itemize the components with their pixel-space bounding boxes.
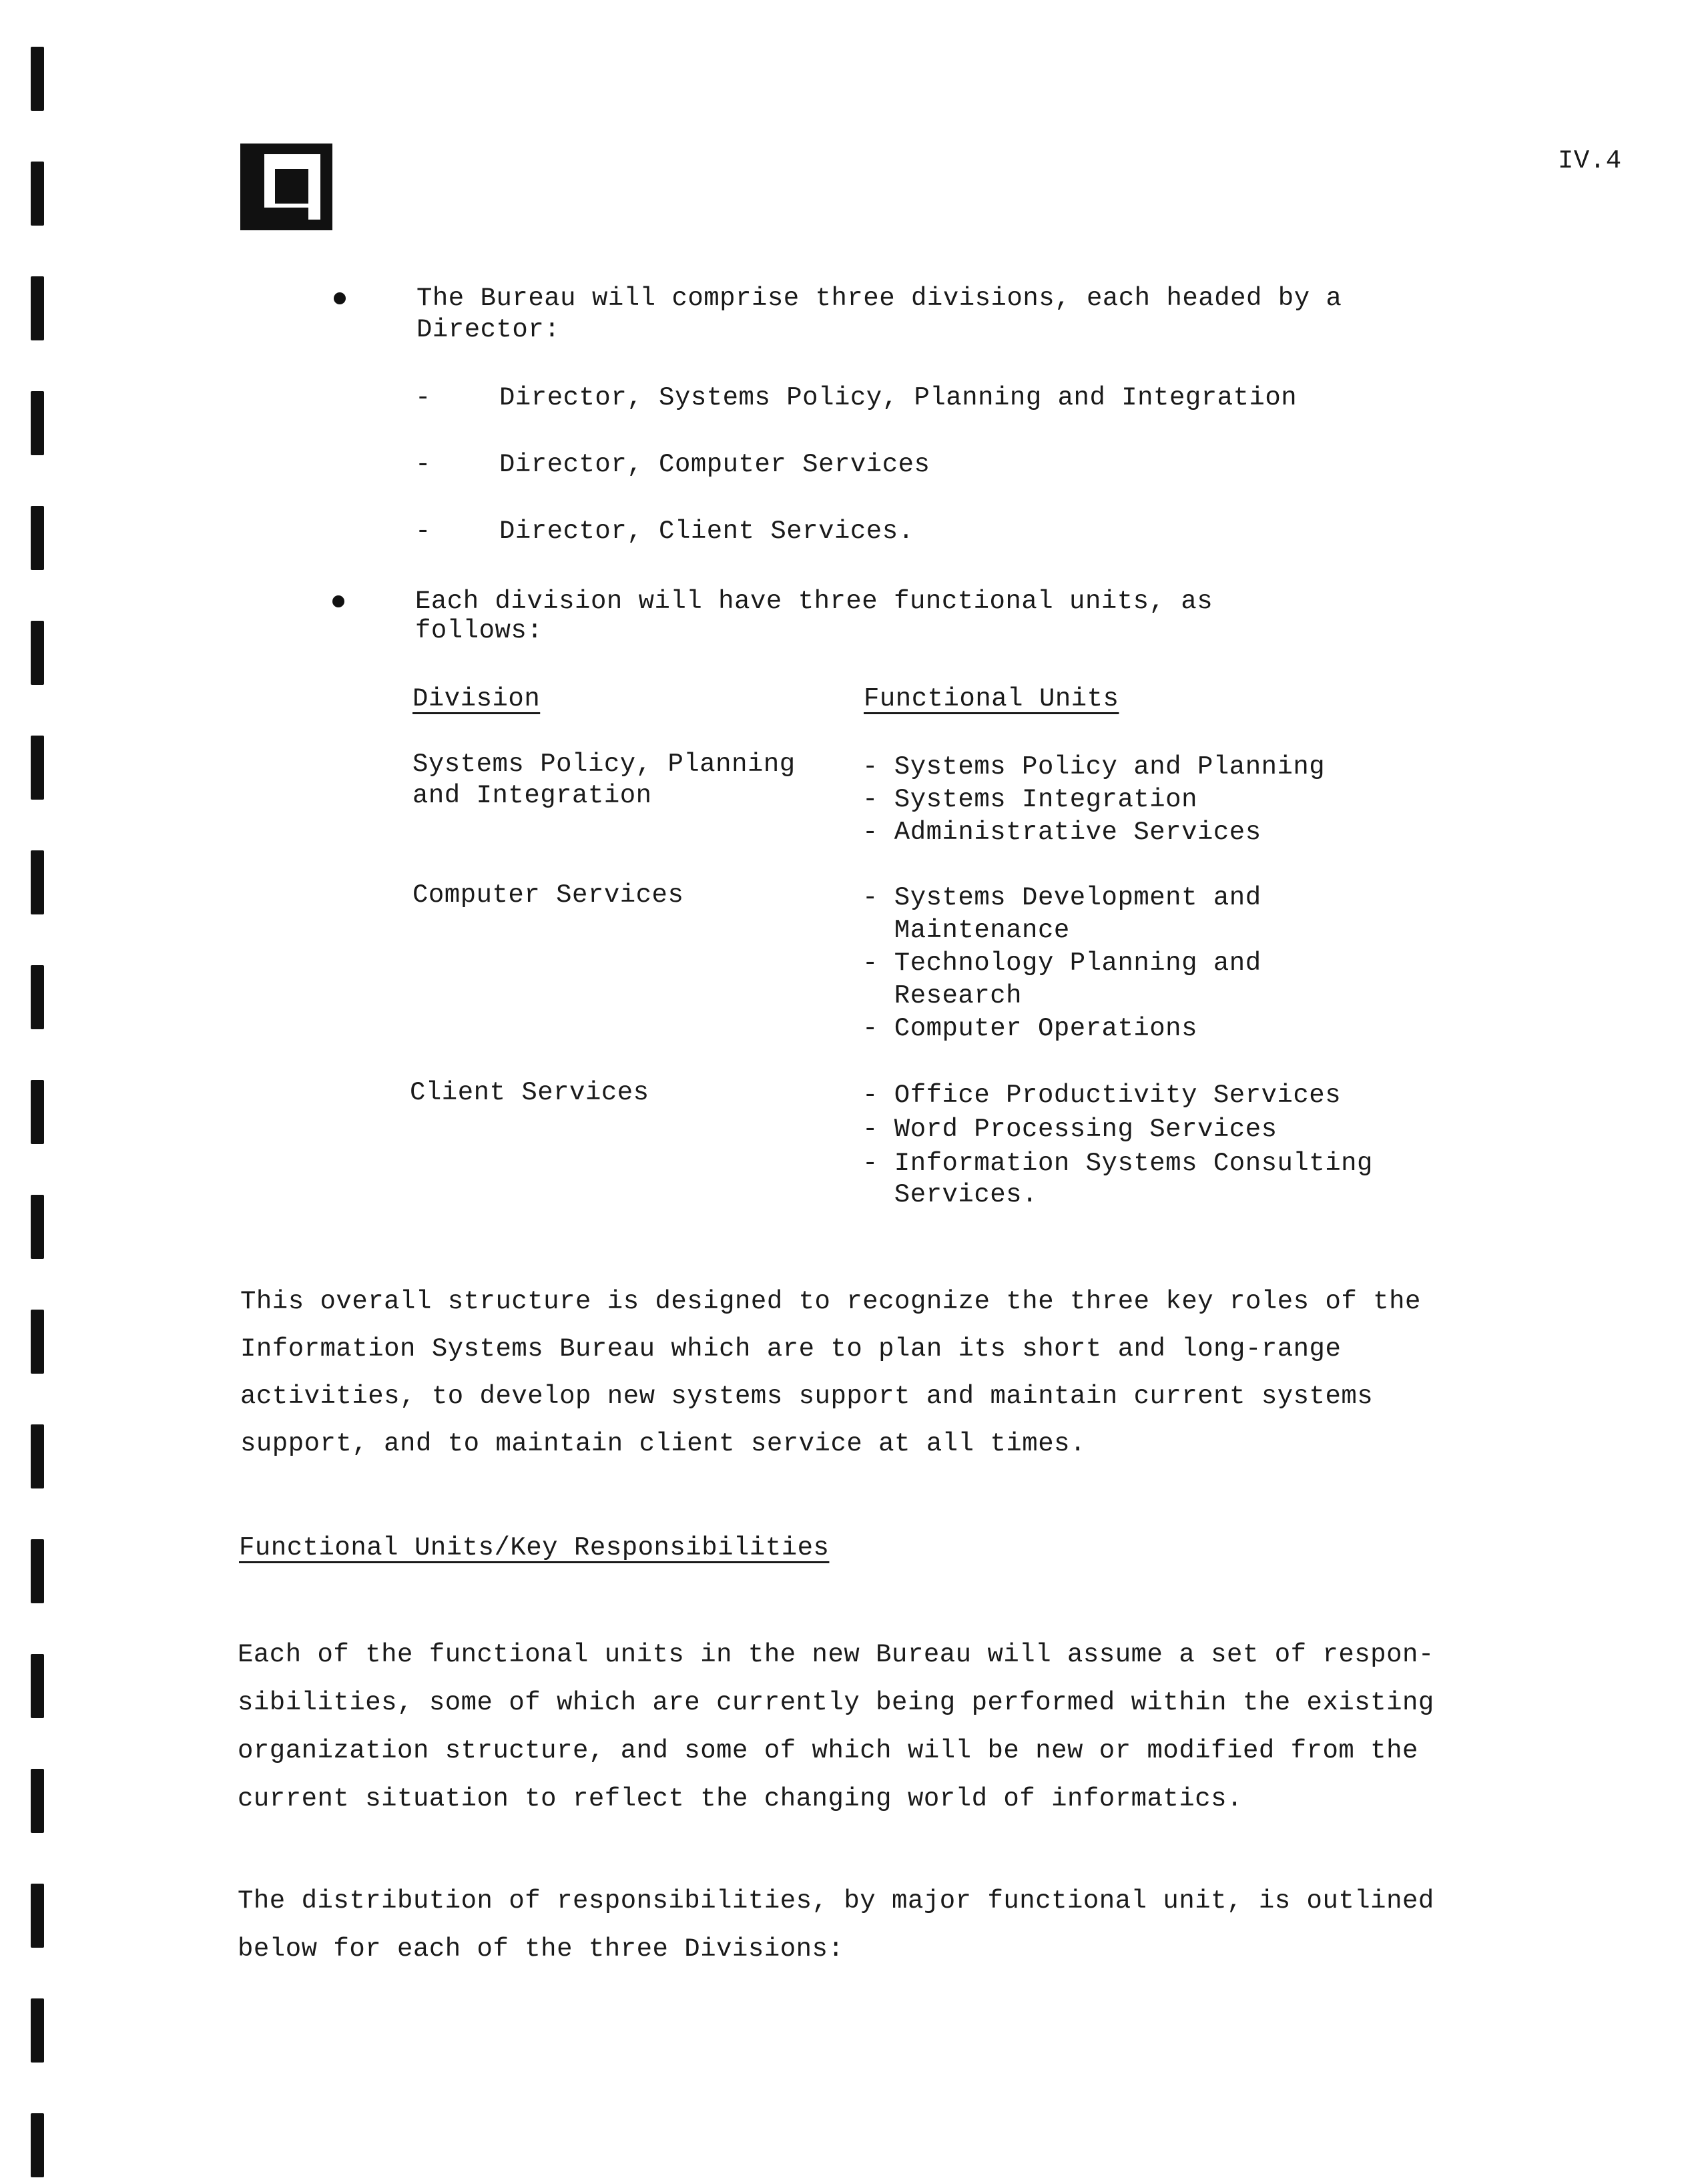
bullet-icon bbox=[334, 292, 346, 304]
binding-mark bbox=[31, 1310, 44, 1374]
binding-mark bbox=[31, 1080, 44, 1144]
bullet-text-line: follows: bbox=[415, 616, 543, 645]
binding-mark bbox=[31, 965, 44, 1029]
binding-mark bbox=[31, 1195, 44, 1259]
director-item: Director, Computer Services bbox=[499, 450, 930, 479]
paragraph-line: current situation to reflect the changing world of informatics. bbox=[238, 1784, 1243, 1814]
paragraph-line: Each of the functional units in the new Bureau will assume a set of respon- bbox=[238, 1640, 1434, 1669]
paragraph-line: Information Systems Bureau which are to plan its short and long-range bbox=[240, 1334, 1342, 1364]
binding-mark bbox=[31, 621, 44, 685]
page-number: IV.4 bbox=[1558, 146, 1622, 176]
dash-marker: - bbox=[415, 450, 431, 479]
division-name: Systems Policy, Planning bbox=[412, 750, 796, 779]
binding-mark bbox=[31, 1654, 44, 1718]
paragraph-line: This overall structure is designed to recognize the three key roles of the bbox=[240, 1287, 1421, 1316]
paragraph-line: support, and to maintain client service at all times. bbox=[240, 1429, 1086, 1458]
binding-mark bbox=[31, 47, 44, 111]
section-heading: Functional Units/Key Responsibilities bbox=[239, 1533, 830, 1563]
functional-unit: - Computer Operations bbox=[862, 1014, 1197, 1043]
bullet-text-line: The Bureau will comprise three divisions, each headed by a bbox=[416, 284, 1342, 313]
division-name: and Integration bbox=[412, 781, 652, 810]
functional-unit: - Systems Policy and Planning bbox=[862, 752, 1326, 782]
binding-mark bbox=[31, 276, 44, 340]
binding-mark bbox=[31, 2113, 44, 2177]
functional-unit: Maintenance bbox=[862, 916, 1070, 945]
binding-mark bbox=[31, 506, 44, 570]
paragraph-line: activities, to develop new systems support and maintain current systems bbox=[240, 1382, 1374, 1411]
functional-unit: - Systems Development and bbox=[862, 883, 1261, 912]
functional-unit: - Information Systems Consulting bbox=[862, 1149, 1373, 1178]
functional-unit: - Word Processing Services bbox=[862, 1115, 1277, 1144]
functional-unit: Research bbox=[862, 981, 1023, 1011]
binding-mark bbox=[31, 391, 44, 455]
binding-mark bbox=[31, 1998, 44, 2063]
functional-unit: Services. bbox=[862, 1180, 1038, 1209]
division-name: Client Services bbox=[410, 1078, 649, 1107]
paragraph-line: below for each of the three Divisions: bbox=[238, 1934, 844, 1964]
binding-mark bbox=[31, 1769, 44, 1833]
paragraph-line: The distribution of responsibilities, by major functional unit, is outlined bbox=[238, 1886, 1434, 1916]
binding-mark bbox=[31, 736, 44, 800]
functional-unit: - Office Productivity Services bbox=[862, 1081, 1342, 1110]
bullet-text-line: Director: bbox=[416, 315, 561, 344]
functional-unit: - Systems Integration bbox=[862, 785, 1197, 814]
table-header-division: Division bbox=[412, 684, 541, 714]
director-item: Director, Client Services. bbox=[499, 517, 914, 546]
functional-unit: - Technology Planning and bbox=[862, 948, 1261, 978]
binding-mark bbox=[31, 162, 44, 226]
dash-marker: - bbox=[415, 517, 431, 546]
dash-marker: - bbox=[415, 383, 431, 413]
table-header-functional-units: Functional Units bbox=[864, 684, 1119, 714]
square-spiral-logo-icon bbox=[240, 144, 332, 230]
paragraph-line: sibilities, some of which are currently being performed within the existing bbox=[238, 1688, 1434, 1717]
director-item: Director, Systems Policy, Planning and Integration bbox=[499, 383, 1298, 413]
bullet-text-line: Each division will have three functional units, as bbox=[415, 587, 1213, 616]
binding-mark bbox=[31, 850, 44, 914]
division-name: Computer Services bbox=[412, 880, 684, 910]
paragraph-line: organization structure, and some of which will be new or modified from the bbox=[238, 1736, 1418, 1765]
binding-mark bbox=[31, 1884, 44, 1948]
bullet-icon bbox=[332, 595, 344, 607]
binding-mark bbox=[31, 1424, 44, 1488]
binding-mark bbox=[31, 1539, 44, 1603]
functional-unit: - Administrative Services bbox=[862, 818, 1261, 847]
